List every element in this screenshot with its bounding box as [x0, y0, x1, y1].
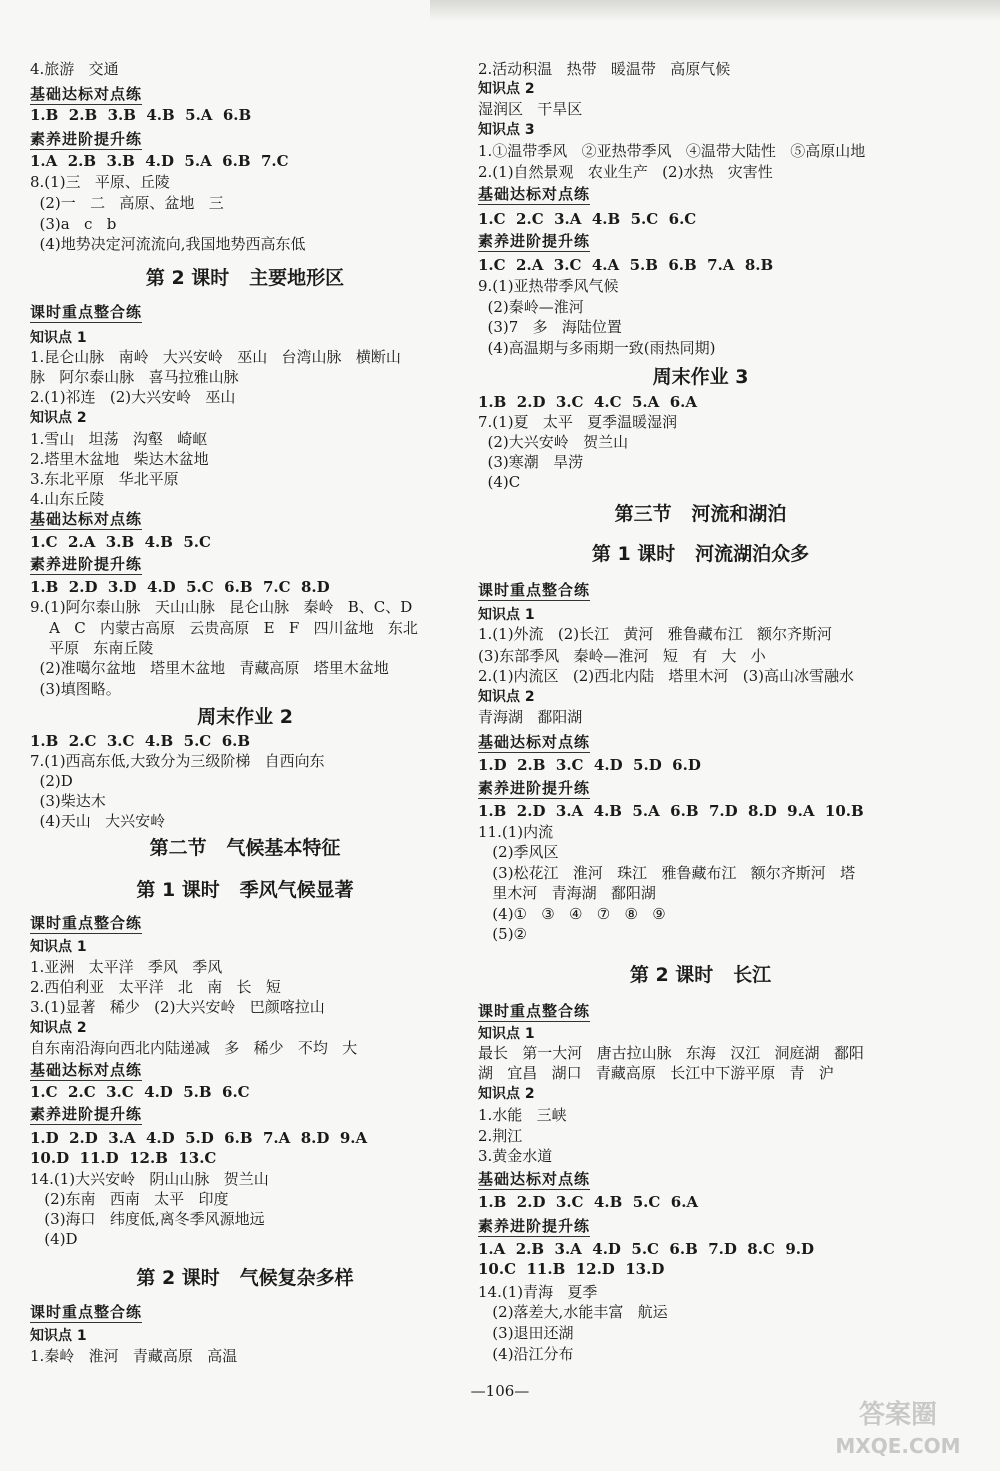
right-section-label	[478, 1217, 590, 1235]
left-answer-row: 1.B 2.B 3.B 4.B 5.A 6.B	[30, 106, 252, 124]
left-knowledge-point: 知识点 1	[30, 1328, 87, 1344]
left-heading: 第 2 课时 气候复杂多样	[136, 1267, 354, 1289]
right-answer-row: 1.B 2.D 3.C 4.B 5.C 6.A	[478, 1193, 699, 1211]
right-knowledge-point: 知识点 2	[478, 81, 535, 97]
left-line: 1.雪山 坦荡 沟壑 崎岖	[30, 430, 208, 448]
right-knowledge-point: 知识点 1	[478, 1026, 535, 1042]
section-title: 素养进阶提升练	[30, 130, 143, 148]
right-section-label	[478, 232, 590, 250]
right-knowledge-point: 知识点 2	[478, 689, 535, 705]
left-section-label	[30, 303, 142, 321]
right-line: 湿润区 干旱区	[478, 100, 583, 118]
right-line: 2.荆江	[478, 1127, 523, 1145]
left-section-label	[30, 555, 142, 573]
left-knowledge-point: 知识点 1	[30, 330, 87, 346]
right-line: (2)落差大,水能丰富 航运	[478, 1303, 668, 1321]
section-title: 基础达标对点练	[30, 1061, 143, 1079]
right-knowledge-point: 知识点 3	[478, 122, 535, 138]
left-line: (4)D	[30, 1230, 78, 1248]
right-answer-row: 1.B 2.D 3.C 4.C 5.A 6.A	[478, 393, 698, 411]
left-line: (3)a c b	[30, 215, 117, 233]
left-line: 3.东北平原 华北平原	[30, 470, 179, 488]
left-answer-row: 1.B 2.D 3.D 4.D 5.C 6.B 7.C 8.D	[30, 578, 330, 596]
left-heading: 周末作业 2	[197, 706, 293, 728]
section-title: 基础达标对点练	[30, 85, 143, 103]
section-title: 课时重点整合练	[30, 914, 143, 932]
left-line: 14.(1)大兴安岭 阴山山脉 贺兰山	[30, 1170, 269, 1188]
left-line: 1.秦岭 淮河 青藏高原 高温	[30, 1347, 238, 1365]
scan-shadow	[430, 0, 1000, 22]
right-line: 1.①温带季风 ②亚热带季风 ④温带大陆性 ⑤高原山地	[478, 142, 866, 160]
right-heading: 第三节 河流和湖泊	[614, 503, 787, 525]
left-answer-row: 10.D 11.D 12.B 13.C	[30, 1149, 217, 1167]
right-line: 2.活动积温 热带 暖温带 高原气候	[478, 60, 731, 78]
left-line: (2)东南 西南 太平 印度	[30, 1190, 229, 1208]
right-line: (3)退田还湖	[478, 1324, 574, 1342]
section-title: 素养进阶提升练	[478, 232, 591, 250]
right-line: (3)松花江 淮河 珠江 雅鲁藏布江 额尔齐斯河 塔	[478, 864, 856, 882]
right-line: 11.(1)内流	[478, 823, 554, 841]
left-line: 1.亚洲 太平洋 季风 季风	[30, 958, 223, 976]
left-section-label	[30, 510, 142, 528]
right-answer-row: 1.D 2.B 3.C 4.D 5.D 6.D	[478, 756, 701, 774]
left-line: 4.山东丘陵	[30, 490, 105, 508]
section-title: 素养进阶提升练	[30, 1105, 143, 1123]
left-knowledge-point: 知识点 2	[30, 410, 87, 426]
left-line: 9.(1)阿尔泰山脉 天山山脉 昆仑山脉 秦岭 B、C、D	[30, 598, 413, 616]
left-answer-row: 1.B 2.C 3.C 4.B 5.C 6.B	[30, 732, 251, 750]
right-line: (3)东部季风 秦岭—淮河 短 有 大 小	[478, 647, 766, 665]
left-line: A C 内蒙古高原 云贵高原 E F 四川盆地 东北	[30, 619, 418, 637]
left-answer-row: 1.D 2.D 3.A 4.D 5.D 6.B 7.A 8.D 9.A	[30, 1129, 368, 1147]
right-section-label	[478, 185, 590, 203]
right-line: (3)7 多 海陆位置	[478, 318, 622, 336]
left-line: 脉 阿尔泰山脉 喜马拉雅山脉	[30, 368, 239, 386]
section-title: 素养进阶提升练	[478, 779, 591, 797]
left-line: (3)海口 纬度低,离冬季风源地远	[30, 1210, 265, 1228]
section-title: 课时重点整合练	[30, 303, 143, 321]
right-heading: 第 1 课时 河流湖泊众多	[591, 543, 810, 565]
left-knowledge-point: 知识点 2	[30, 1020, 87, 1036]
svg-text:答案圈: 答案圈	[858, 1400, 938, 1430]
watermark-logo	[808, 1393, 988, 1463]
section-title: 课时重点整合练	[30, 1303, 143, 1321]
left-line: (3)柴达木	[30, 792, 106, 810]
left-heading: 第二节 气候基本特征	[149, 837, 341, 859]
right-line: 2.(1)自然景观 农业生产 (2)水热 灾害性	[478, 163, 773, 181]
right-line: 最长 第一大河 唐古拉山脉 东海 汉江 洞庭湖 鄱阳	[478, 1044, 864, 1062]
left-line: 2.(1)祁连 (2)大兴安岭 巫山	[30, 388, 236, 406]
section-title: 素养进阶提升练	[30, 555, 143, 573]
right-answer-row: 1.B 2.D 3.A 4.B 5.A 6.B 7.D 8.D 9.A 10.B	[478, 802, 864, 820]
left-line: 4.旅游 交通	[30, 60, 119, 78]
left-line: (4)天山 大兴安岭	[30, 812, 166, 830]
left-line: (4)地势决定河流流向,我国地势西高东低	[30, 235, 306, 253]
right-line: (3)寒潮 旱涝	[478, 453, 584, 471]
right-line: (2)季风区	[478, 843, 559, 861]
right-line: (4)高温期与多雨期一致(雨热同期)	[478, 339, 716, 357]
right-heading: 第 2 课时 长江	[629, 964, 772, 986]
left-line: 自东南沿海向西北内陆递减 多 稀少 不均 大	[30, 1039, 358, 1057]
right-answer-row: 1.C 2.C 3.A 4.B 5.C 6.C	[478, 210, 697, 228]
left-line: (3)填图略。	[30, 680, 121, 698]
right-line: 1.(1)外流 (2)长江 黄河 雅鲁藏布江 额尔齐斯河	[478, 625, 833, 643]
right-line: 9.(1)亚热带季风气候	[478, 277, 619, 295]
left-section-label	[30, 914, 142, 932]
left-line: 2.塔里木盆地 柴达木盆地	[30, 450, 209, 468]
left-line: 7.(1)西高东低,大致分为三级阶梯 自西向东	[30, 752, 325, 770]
left-section-label	[30, 1061, 142, 1079]
right-line: 里木河 青海湖 鄱阳湖	[478, 884, 656, 902]
right-answer-row: 10.C 11.B 12.D 13.D	[478, 1260, 665, 1278]
right-line: (5)②	[478, 925, 527, 943]
right-line: 1.水能 三峡	[478, 1106, 567, 1124]
left-line: 8.(1)三 平原、丘陵	[30, 173, 170, 191]
left-heading: 第 2 课时 主要地形区	[145, 267, 345, 289]
right-line: (4)C	[478, 473, 521, 491]
left-line: 1.昆仑山脉 南岭 大兴安岭 巫山 台湾山脉 横断山	[30, 348, 401, 366]
right-answer-row: 1.A 2.B 3.A 4.D 5.C 6.B 7.D 8.C 9.D	[478, 1240, 815, 1258]
left-line: (2)准噶尔盆地 塔里木盆地 青藏高原 塔里木盆地	[30, 659, 389, 677]
left-section-label	[30, 85, 142, 103]
left-knowledge-point: 知识点 1	[30, 939, 87, 955]
left-section-label	[30, 130, 142, 148]
right-section-label	[478, 733, 590, 751]
left-line: 2.西伯利亚 太平洋 北 南 长 短	[30, 978, 281, 996]
section-title: 基础达标对点练	[478, 185, 591, 203]
right-heading: 周末作业 3	[652, 366, 749, 388]
left-line: (2)一 二 高原、盆地 三	[30, 194, 224, 212]
right-section-label	[478, 581, 590, 599]
section-title: 课时重点整合练	[478, 581, 591, 599]
left-heading: 第 1 课时 季风气候显著	[136, 879, 354, 901]
right-line: 7.(1)夏 太平 夏季温暖湿润	[478, 413, 678, 431]
section-title: 基础达标对点练	[478, 1170, 591, 1188]
right-line: (2)大兴安岭 贺兰山	[478, 433, 629, 451]
right-knowledge-point: 知识点 2	[478, 1086, 535, 1102]
left-answer-row: 1.C 2.A 3.B 4.B 5.C	[30, 533, 211, 551]
right-section-label	[478, 779, 590, 797]
section-title: 素养进阶提升练	[478, 1217, 591, 1235]
right-line: 湖 宜昌 湖口 青藏高原 长江中下游平原 青 沪	[478, 1064, 834, 1082]
left-section-label	[30, 1303, 142, 1321]
svg-text:MXQE.COM: MXQE.COM	[835, 1434, 961, 1458]
right-section-label	[478, 1170, 590, 1188]
left-line: (2)D	[30, 772, 73, 790]
section-title: 基础达标对点练	[30, 510, 143, 528]
left-line: 3.(1)显著 稀少 (2)大兴安岭 巴颜喀拉山	[30, 998, 325, 1016]
left-line: 平原 东南丘陵	[30, 639, 154, 657]
right-line: (4)① ③ ④ ⑦ ⑧ ⑨	[478, 905, 666, 923]
section-title: 课时重点整合练	[478, 1002, 591, 1020]
section-title: 基础达标对点练	[478, 733, 591, 751]
left-answer-row: 1.C 2.C 3.C 4.D 5.B 6.C	[30, 1083, 250, 1101]
right-line: 2.(1)内流区 (2)西北内陆 塔里木河 (3)高山冰雪融水	[478, 667, 854, 685]
right-line: (2)秦岭—淮河	[478, 298, 584, 316]
right-line: (4)沿江分布	[478, 1345, 574, 1363]
right-knowledge-point: 知识点 1	[478, 607, 535, 623]
right-section-label	[478, 1002, 590, 1020]
left-section-label	[30, 1105, 142, 1123]
right-line: 14.(1)青海 夏季	[478, 1283, 598, 1301]
right-line: 3.黄金水道	[478, 1147, 553, 1165]
page-number: —106—	[470, 1382, 530, 1400]
right-line: 青海湖 鄱阳湖	[478, 708, 583, 726]
left-answer-row: 1.A 2.B 3.B 4.D 5.A 6.B 7.C	[30, 152, 289, 170]
right-answer-row: 1.C 2.A 3.C 4.A 5.B 6.B 7.A 8.B	[478, 256, 774, 274]
